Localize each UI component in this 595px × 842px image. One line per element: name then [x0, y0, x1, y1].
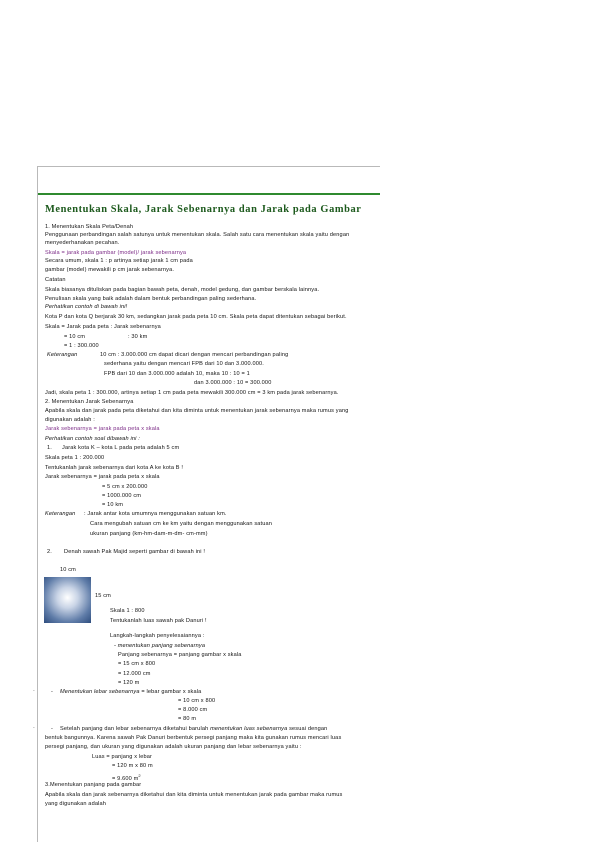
area-result: = 9.600 m [112, 776, 139, 782]
calc-line: Panjang sebenarnya = panjang gambar x skala [118, 652, 242, 658]
formula-jarak: Jarak sebenarnya = jarak pada peta x skala [45, 426, 160, 432]
paragraph-line: Kota P dan kota Q berjarak 30 km, sedangkan jarak pada peta 10 cm. Skala peta dapat ditentukan sebagai berikut. [45, 314, 347, 320]
step-text: Setelah panjang dan lebar sebenarnya diketahui barulah [60, 726, 211, 732]
paragraph-line: dan 3.000.000 : 10 = 300.000 [194, 380, 272, 386]
calc-line: = 120 m x 80 m [112, 763, 153, 769]
paragraph-line: Penggunaan perbandingan salah satunya untuk menentukan skala. Salah satu cara menentukan skala yaitu dengan [45, 232, 350, 238]
question-line: Tentukanlah luas sawah pak Danuri ! [110, 618, 207, 624]
area-exponent: 2 [138, 773, 141, 778]
step-line [60, 726, 327, 733]
scale-label: Skala 1 : 800 [110, 608, 145, 614]
section-heading-3: 3.Menentukan panjang pada gambar [45, 782, 142, 788]
paragraph-line: Tentukanlah jarak sebenarnya dari kota A ke kota B ! [45, 465, 184, 471]
calc-line: = 8.000 cm [178, 707, 208, 713]
calc-line: = 15 cm x 800 [118, 661, 156, 667]
step-dash: - [51, 726, 54, 732]
dimension-label-width: 10 cm [60, 567, 76, 573]
paragraph-line: FPB dari 10 dan 3.000.000 adalah 10, maka 10 : 10 = 1 [104, 371, 250, 377]
calc-line: Jarak sebenarnya = jarak pada peta x skala [45, 474, 160, 480]
calc-line: = 5 cm x 200.000 [102, 484, 148, 490]
keterangan-label: Keterangan [47, 352, 78, 358]
calc-line: = 10 km [102, 502, 124, 508]
calc-line: = 1 : 300.000 [64, 343, 99, 349]
section-heading-1: 1. Menentukan Skala Peta/Denah [45, 224, 134, 230]
step-text: sesuai dengan [287, 726, 328, 732]
keterangan-label: Keterangan [45, 511, 76, 517]
step-line: - menentukan panjang sebenarnya [114, 643, 206, 649]
paragraph-line: yang digunakan adalah [45, 801, 107, 807]
paragraph-line: Skala biasanya dituliskan pada bagian bawah peta, denah, model gedung, dan gambar berskala lainnya. [45, 287, 320, 293]
paragraph-line: Skala peta 1 : 200.000 [45, 455, 105, 461]
page-title: Menentukan Skala, Jarak Sebenarnya dan Jarak pada Gambar [45, 204, 362, 215]
paragraph-line: Penulisan skala yang baik adalah dalam bentuk perbandingan paling sederhana. [45, 296, 257, 302]
paragraph-line: digunakan adalah : [45, 417, 95, 423]
list-item: Denah sawah Pak Majid seperti gambar di bawah ini ! [64, 549, 206, 555]
bullet-dot: · [33, 725, 35, 731]
formula-skala: Skala = jarak pada gambar (model)/ jarak sebenarnya [45, 250, 187, 256]
step-title: Menentukan lebar sebenarnya [60, 689, 140, 695]
paragraph-line: bentuk bangunnya. Karena sawah Pak Danuri berbentuk persegi panjang maka kita gunakan rumus mencari luas [45, 735, 342, 741]
paragraph-line: gambar (model) mewakili p cm jarak sebenarnya. [45, 267, 175, 273]
step-formula: = lebar gambar x skala [139, 689, 202, 695]
calc-line: = 10 cm [64, 334, 86, 340]
calc-line: = 12.000 cm [118, 671, 151, 677]
example-heading: Perhatikan contoh soal dibawah ini : [45, 436, 140, 442]
note-heading: Catatan [45, 277, 66, 283]
paragraph-line: ukuran panjang (km-hm-dam-m-dm- cm-mm) [90, 531, 208, 537]
step-dash: - [51, 689, 54, 695]
paragraph-line: sederhana yaitu dengan mencari FPB dari 10 dan 3.000.000. [104, 361, 264, 367]
step-emphasis: menentukan luas sebenarnya [210, 726, 288, 732]
paragraph-line: Jadi, skala peta 1 : 300.000, artinya setiap 1 cm pada peta mewakili 300.000 cm = 3 km pada jarak sebenarnya. [45, 390, 339, 396]
calc-line: = 1000.000 cm [102, 493, 142, 499]
paragraph-line: Secara umum, skala 1 : p artinya setiap jarak 1 cm pada [45, 258, 193, 264]
paragraph-line: Apabila skala dan jarak pada peta diketahui dan kita diminta untuk menentukan jarak sebenarnya maka rumus yang [45, 408, 349, 414]
list-item: Jarak kota K – kota L pada peta adalah 5 cm [62, 445, 180, 451]
paragraph-line: 10 cm : 3.000.000 cm dapat dicari dengan mencari perbandingan paling [100, 352, 289, 358]
calc-line: Luas = panjang x lebar [92, 754, 153, 760]
sawah-diagram [44, 577, 91, 623]
paragraph-line: Apabila skala dan jarak sebenarnya diketahui dan kita diminta untuk menentukan jarak pada gambar maka rumus [45, 792, 343, 798]
calc-line: : 30 km [128, 334, 148, 340]
calc-line: = 80 m [178, 716, 197, 722]
list-number: 1. [47, 445, 52, 451]
calc-line: Skala = Jarak pada peta : Jarak sebenarnya [45, 324, 161, 330]
steps-heading: Langkah-langkah penyelesaiannya : [110, 633, 205, 639]
example-heading: Perhatikan contoh di bawah ini! [45, 304, 128, 310]
paragraph-line: persegi panjang, dan ukuran yang digunakan adalah ukuran panjang dan lebar sebenarnya yaitu : [45, 744, 302, 750]
paragraph-line: : Jarak antar kota umumnya menggunakan satuan km. [84, 511, 227, 517]
bullet-dot: · [33, 688, 35, 694]
dimension-label-length: 15 cm [95, 593, 111, 599]
calc-line: = 120 m [118, 680, 140, 686]
calc-line: = 10 cm x 800 [178, 698, 216, 704]
section-heading-2: 2. Menentukan Jarak Sebenarnya [45, 399, 134, 405]
step-line [60, 689, 201, 696]
header-rule [38, 193, 380, 195]
list-number: 2. [47, 549, 52, 555]
paragraph-line: menyederhanakan pecahan. [45, 240, 120, 246]
paragraph-line: Cara mengubah satuan cm ke km yaitu dengan menggunakan satuan [90, 521, 273, 527]
